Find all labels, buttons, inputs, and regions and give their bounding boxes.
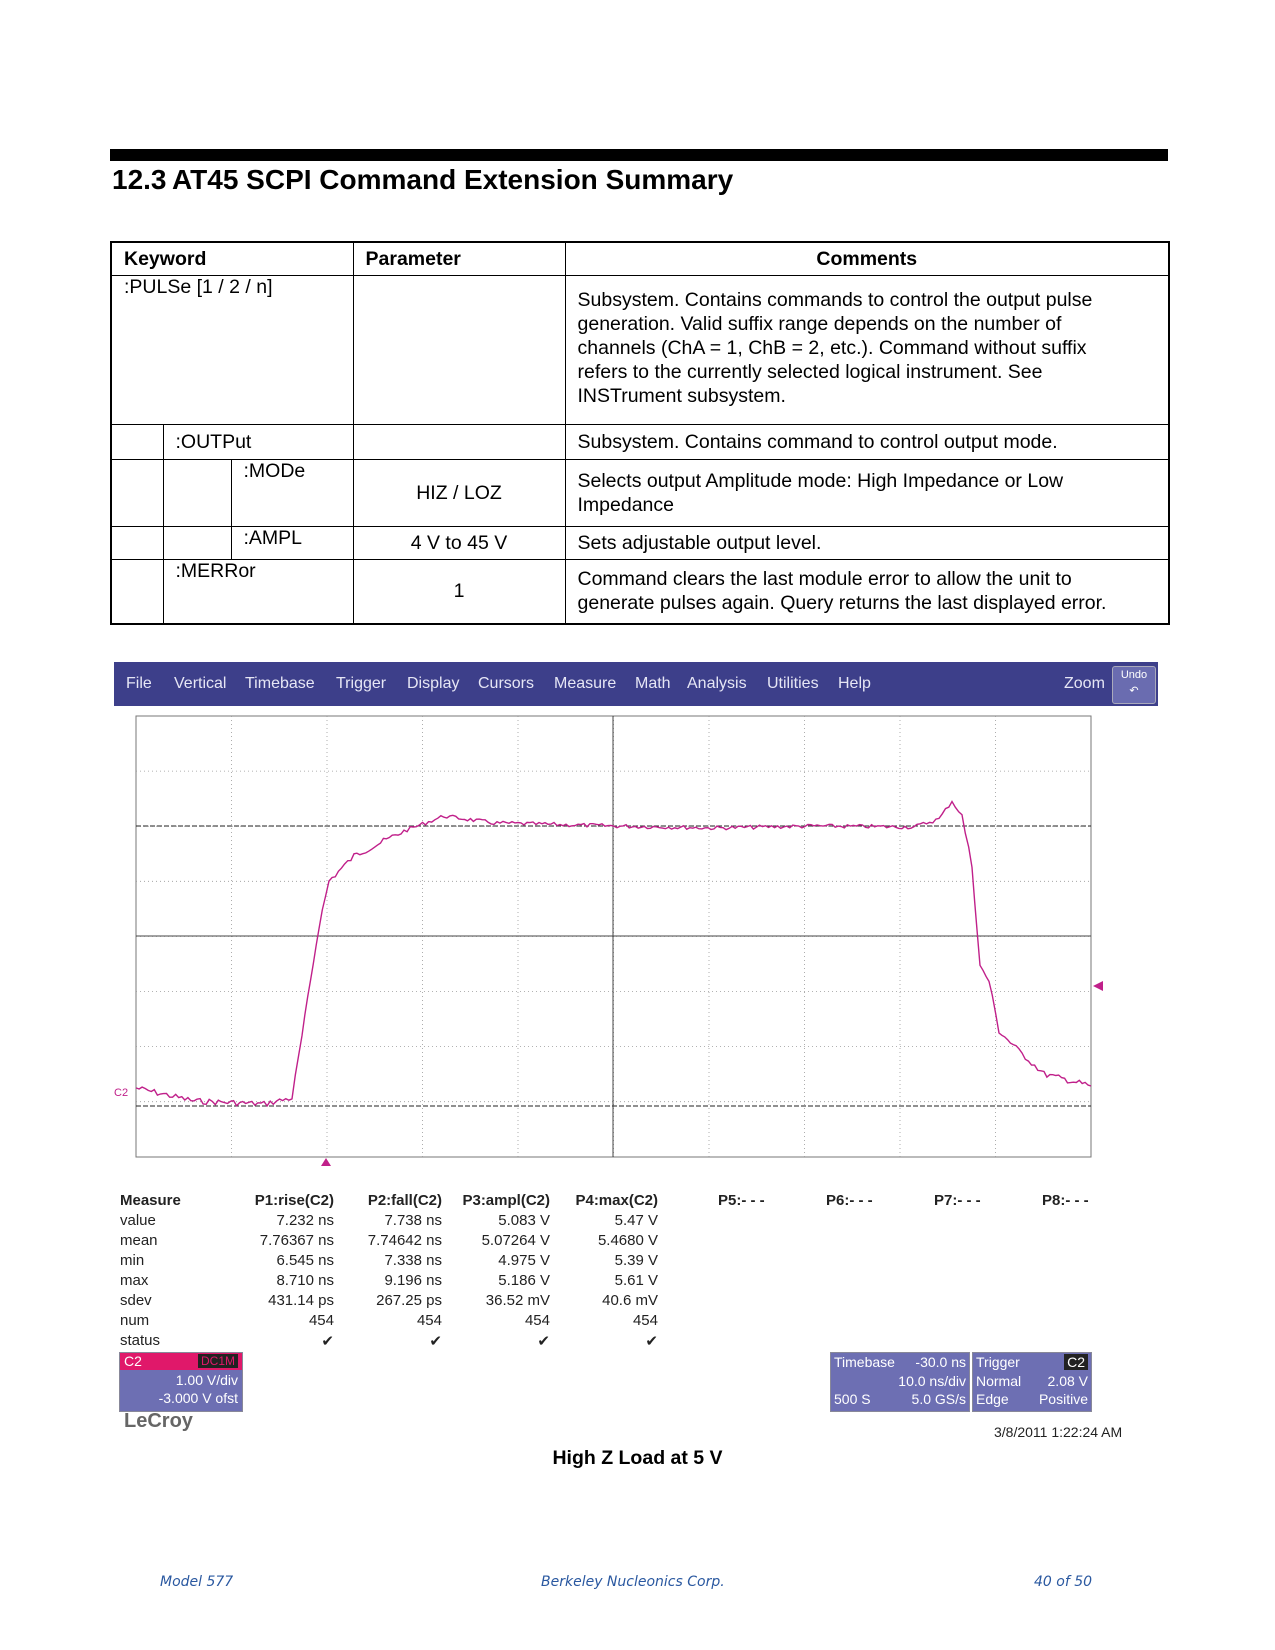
- footer-company: Berkeley Nucleonics Corp.: [541, 1574, 725, 1590]
- timebase-box[interactable]: [830, 1352, 970, 1412]
- undo-label: Undo: [1120, 669, 1148, 681]
- section-heading: [112, 164, 733, 196]
- comment-line: channels (ChA = 1, ChB = 2, etc.). Command without suffix: [577, 337, 1087, 359]
- measure-value: 454: [524, 1312, 550, 1329]
- param-header[interactable]: P4:max(C2): [575, 1192, 658, 1209]
- comment-line: Impedance: [577, 494, 674, 516]
- indent-cell: [163, 527, 231, 560]
- keyword-cell: :AMPL: [231, 527, 353, 560]
- measure-value: 7.232 ns: [276, 1212, 334, 1229]
- trigger-level: 2.08 V: [1047, 1373, 1088, 1389]
- measure-value: 7.76367 ns: [259, 1232, 334, 1249]
- keyword-cell: :MODe: [231, 460, 353, 527]
- trigger-slope: Positive: [1038, 1391, 1088, 1407]
- command-table: [110, 241, 1170, 625]
- coupling-badge: DC1M: [198, 1354, 238, 1368]
- measure-row-sdev: [114, 1292, 1158, 1312]
- channel-scale: 1.00 V/div: [175, 1372, 238, 1388]
- channel-offset: -3.000 V ofst: [158, 1390, 238, 1406]
- keyword-cell: :MERRor: [163, 560, 353, 624]
- menu-analysis[interactable]: Analysis: [687, 675, 747, 692]
- measure-row-label: status: [120, 1332, 161, 1349]
- timestamp: 3/8/2011 1:22:24 AM: [994, 1424, 1123, 1440]
- measure-value: 5.083 V: [498, 1212, 550, 1229]
- param-header[interactable]: P6:- - -: [826, 1192, 873, 1209]
- comments-cell: Subsystem. Contains command to control output mode.: [565, 425, 1169, 460]
- measure-value: 8.710 ns: [276, 1272, 334, 1289]
- indent-cell: [111, 560, 163, 624]
- measure-value: 7.738 ns: [384, 1212, 442, 1229]
- menu-utilities[interactable]: Utilities: [767, 675, 819, 692]
- measure-value: ✔: [645, 1333, 658, 1350]
- trigger-mode: Normal: [976, 1373, 1022, 1389]
- header-parameter: Parameter: [353, 242, 565, 276]
- measure-value: 454: [416, 1312, 442, 1329]
- comments-cell: Sets adjustable output level.: [565, 527, 1169, 560]
- measure-value: 5.61 V: [614, 1272, 658, 1289]
- section-number: 12.3: [112, 164, 167, 195]
- keyword-cell: :OUTPut: [163, 425, 353, 460]
- channel-marker: C2: [114, 1087, 129, 1099]
- undo-icon: ↶: [1129, 685, 1139, 697]
- measure-row-label: sdev: [120, 1292, 152, 1309]
- lecroy-logo: LeCroy: [124, 1410, 193, 1432]
- timebase-label: Timebase: [834, 1354, 895, 1370]
- header-keyword: Keyword: [111, 242, 353, 276]
- menu-help[interactable]: Help: [838, 675, 871, 692]
- parameter-cell: 4 V to 45 V: [353, 527, 565, 560]
- measure-value: 40.6 mV: [602, 1292, 658, 1309]
- measure-value: 4.975 V: [498, 1252, 550, 1269]
- measure-value: 7.338 ns: [384, 1252, 442, 1269]
- measure-value: 7.74642 ns: [367, 1232, 442, 1249]
- measure-value: ✔: [429, 1333, 442, 1350]
- menu-trigger[interactable]: Trigger: [336, 675, 387, 692]
- timebase-per-div: 10.0 ns/div: [898, 1373, 966, 1389]
- menu-timebase[interactable]: Timebase: [245, 675, 315, 692]
- measure-row-status: [114, 1332, 1158, 1352]
- comment-line: Subsystem. Contains commands to control the output pulse: [577, 289, 1093, 311]
- menu-file[interactable]: File: [126, 675, 152, 692]
- param-header[interactable]: P2:fall(C2): [367, 1192, 442, 1209]
- measure-value: 454: [308, 1312, 334, 1329]
- trigger-level-icon: [1093, 981, 1103, 991]
- comments-cell: [565, 276, 1169, 425]
- header-comments: Comments: [565, 242, 1169, 276]
- indent-cell: [111, 527, 163, 560]
- comment-line: generate pulses again. Query returns the last displayed error.: [577, 592, 1107, 615]
- trigger-position-icon: [321, 1158, 331, 1166]
- measure-row-label: mean: [120, 1232, 158, 1249]
- measure-row-max: [114, 1272, 1158, 1292]
- indent-cell: [111, 460, 163, 527]
- waveform-display: [114, 706, 1158, 1192]
- measure-row-min: [114, 1252, 1158, 1272]
- timebase-rate: 5.0 GS/s: [911, 1391, 966, 1407]
- parameter-cell: [353, 425, 565, 460]
- measure-value: 36.52 mV: [485, 1292, 550, 1309]
- measure-value: 5.4680 V: [597, 1232, 658, 1249]
- measure-value: 5.39 V: [614, 1252, 658, 1269]
- menu-vertical[interactable]: Vertical: [174, 675, 227, 692]
- parameter-cell: HIZ / LOZ: [353, 460, 565, 527]
- param-header[interactable]: P7:- - -: [934, 1192, 981, 1209]
- parameter-cell: 1: [353, 560, 565, 624]
- param-header[interactable]: P8:- - -: [1042, 1192, 1089, 1209]
- channel-descriptor-box[interactable]: [119, 1352, 243, 1412]
- indent-cell: [163, 460, 231, 527]
- oscilloscope-screenshot: [114, 662, 1158, 1442]
- menu-zoom[interactable]: Zoom: [1064, 675, 1105, 692]
- comment-line: refers to the currently selected logical instrument. See: [577, 361, 1043, 383]
- keyword-cell: :PULSe [1 / 2 / n]: [111, 276, 353, 425]
- measure-value: ✔: [321, 1333, 334, 1350]
- comment-line: Selects output Amplitude mode: High Impedance or Low: [577, 470, 1064, 492]
- measure-value: 5.186 V: [498, 1272, 550, 1289]
- scope-menu-bar: [114, 662, 1158, 706]
- parameter-cell: [353, 276, 565, 425]
- menu-math[interactable]: Math: [635, 675, 671, 692]
- comment-line: Command clears the last module error to allow the unit to: [577, 568, 1072, 591]
- trigger-type: Edge: [976, 1391, 1009, 1407]
- trigger-source: C2: [1064, 1354, 1088, 1370]
- measure-value: 5.07264 V: [481, 1232, 550, 1249]
- timebase-delay: -30.0 ns: [915, 1354, 966, 1370]
- footer-model: Model 577: [160, 1574, 234, 1590]
- trigger-label: Trigger: [976, 1354, 1020, 1370]
- measure-value: 431.14 ps: [268, 1292, 334, 1309]
- measure-row-num: [114, 1312, 1158, 1332]
- indent-cell: [111, 425, 163, 460]
- comment-line: INSTrument subsystem.: [577, 385, 786, 407]
- measure-row-label: num: [120, 1312, 150, 1329]
- param-header[interactable]: P1:rise(C2): [254, 1192, 334, 1209]
- timebase-samples: 500 S: [834, 1391, 871, 1407]
- measure-value: 5.47 V: [614, 1212, 658, 1229]
- section-rule: [110, 149, 1168, 161]
- comment-line: generation. Valid suffix range depends on the number of: [577, 313, 1062, 335]
- footer-page: 40 of 50: [1034, 1574, 1093, 1590]
- comments-cell: [565, 560, 1169, 624]
- measure-value: 454: [632, 1312, 658, 1329]
- measure-value: 9.196 ns: [384, 1272, 442, 1289]
- param-header[interactable]: P5:- - -: [718, 1192, 765, 1209]
- channel-tag: [120, 1353, 242, 1370]
- measure-row-label: min: [120, 1252, 145, 1269]
- figure-caption: High Z Load at 5 V: [552, 1447, 723, 1469]
- measure-value: 6.545 ns: [276, 1252, 334, 1269]
- measure-header-row: [114, 1192, 1158, 1212]
- param-header[interactable]: P3:ampl(C2): [462, 1192, 550, 1209]
- measure-value: ✔: [537, 1333, 550, 1350]
- menu-cursors[interactable]: Cursors: [478, 675, 535, 692]
- measure-value: 267.25 ps: [376, 1292, 442, 1309]
- menu-measure[interactable]: Measure: [554, 675, 617, 692]
- trigger-box[interactable]: [972, 1352, 1092, 1412]
- menu-display[interactable]: Display: [407, 675, 460, 692]
- section-title: AT45 SCPI Command Extension Summary: [172, 164, 734, 195]
- measure-row-label: max: [120, 1272, 149, 1289]
- measure-title: Measure: [120, 1192, 181, 1209]
- measure-row-label: value: [120, 1212, 156, 1229]
- measure-row-value: [114, 1212, 1158, 1232]
- comments-cell: [565, 460, 1169, 527]
- undo-button[interactable]: [1112, 666, 1156, 704]
- measure-row-mean: [114, 1232, 1158, 1252]
- channel-name: C2: [124, 1353, 142, 1369]
